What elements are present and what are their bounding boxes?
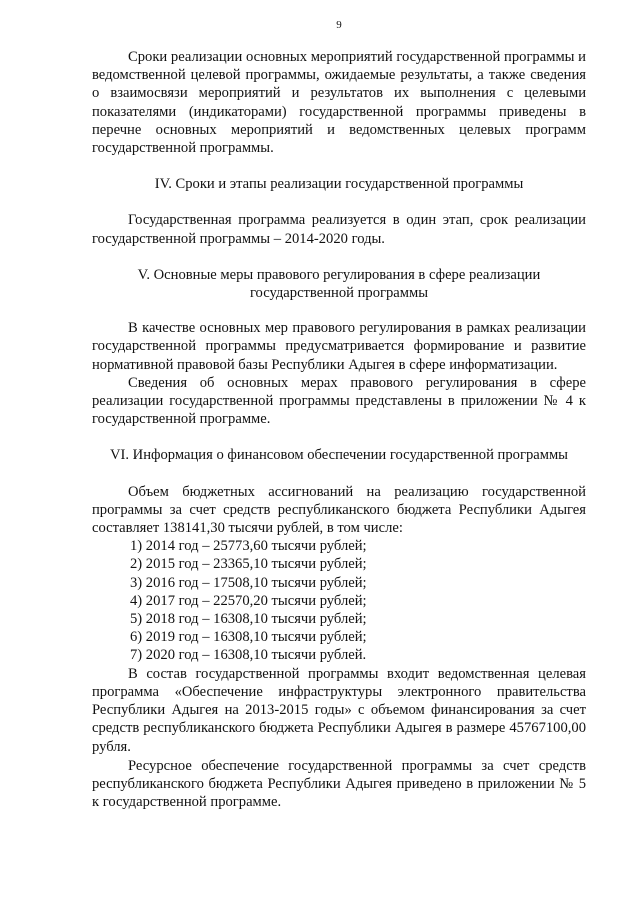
section-5-heading-line-1: V. Основные меры правового регулирования в сфере реализации [137, 266, 541, 283]
section-4-paragraph: Государственная программа реализуется в один этап, срок реализации государственной программы – 2014-2020 годы. [92, 212, 586, 247]
funding-by-year-list [92, 537, 586, 664]
list-item: 6) 2019 год – 16308,10 тысячи рублей; [130, 629, 367, 646]
list-item: 2) 2015 год – 23365,10 тысячи рублей; [130, 556, 367, 573]
section-6-paragraph-1: Объем бюджетных ассигнований на реализацию государственной программы за счет средств республиканского бюджета Республики Адыгея составляет 138141,30 тысячи рублей, в том числе: [92, 483, 586, 537]
list-item: 1) 2014 год – 25773,60 тысячи рублей; [130, 538, 367, 555]
section-5-paragraph-2: Сведения об основных мерах правового регулирования в сфере реализации государственной программы представлены в приложении № 4 к государственной программе. [92, 374, 586, 428]
intro-paragraph: Сроки реализации основных мероприятий государственной программы и ведомственной целевой программы, ожидаемые результаты, а также сведения о взаимосвязи мероприятий и результатов их выполнения с целевыми показателями (индикаторами) государственной программы приведены в перечне основных мероприятий и ведомственных целевых программ государственной программы. [92, 49, 586, 157]
list-item: 7) 2020 год – 16308,10 тысячи рублей. [130, 647, 367, 664]
section-5-paragraph-1: В качестве основных мер правового регулирования в рамках реализации государственной программы предусматривается формирование и развитие нормативной правовой базы Республики Адыгея в сфере информатизации. [92, 320, 586, 373]
page-number: 9 [336, 19, 342, 31]
list-item: 4) 2017 год – 22570,20 тысячи рублей; [130, 592, 367, 609]
section-6-heading: VI. Информация о финансовом обеспечении государственной программы [109, 447, 568, 464]
list-item: 3) 2016 год – 17508,10 тысячи рублей; [130, 574, 367, 591]
section-5-heading-line-2: государственной программы [249, 285, 429, 302]
section-6-paragraph-2: В состав государственной программы входит ведомственная целевая программа «Обеспечение инфраструктуры электронного правительства Республики Адыгея на 2013-2015 годы» с объемом финансирования за счет средств республиканского бюджета Республики Адыгея в размере 45767100,00 рубля. [92, 665, 586, 755]
list-item: 5) 2018 год – 16308,10 тысячи рублей; [130, 611, 367, 628]
document-page [92, 18, 586, 811]
section-4-heading: IV. Сроки и этапы реализации государственной программы [154, 176, 524, 193]
section-6-paragraph-3: Ресурсное обеспечение государственной программы за счет средств республиканского бюджета Республики Адыгея приведено в приложении № 5 к государственной программе. [92, 757, 586, 811]
